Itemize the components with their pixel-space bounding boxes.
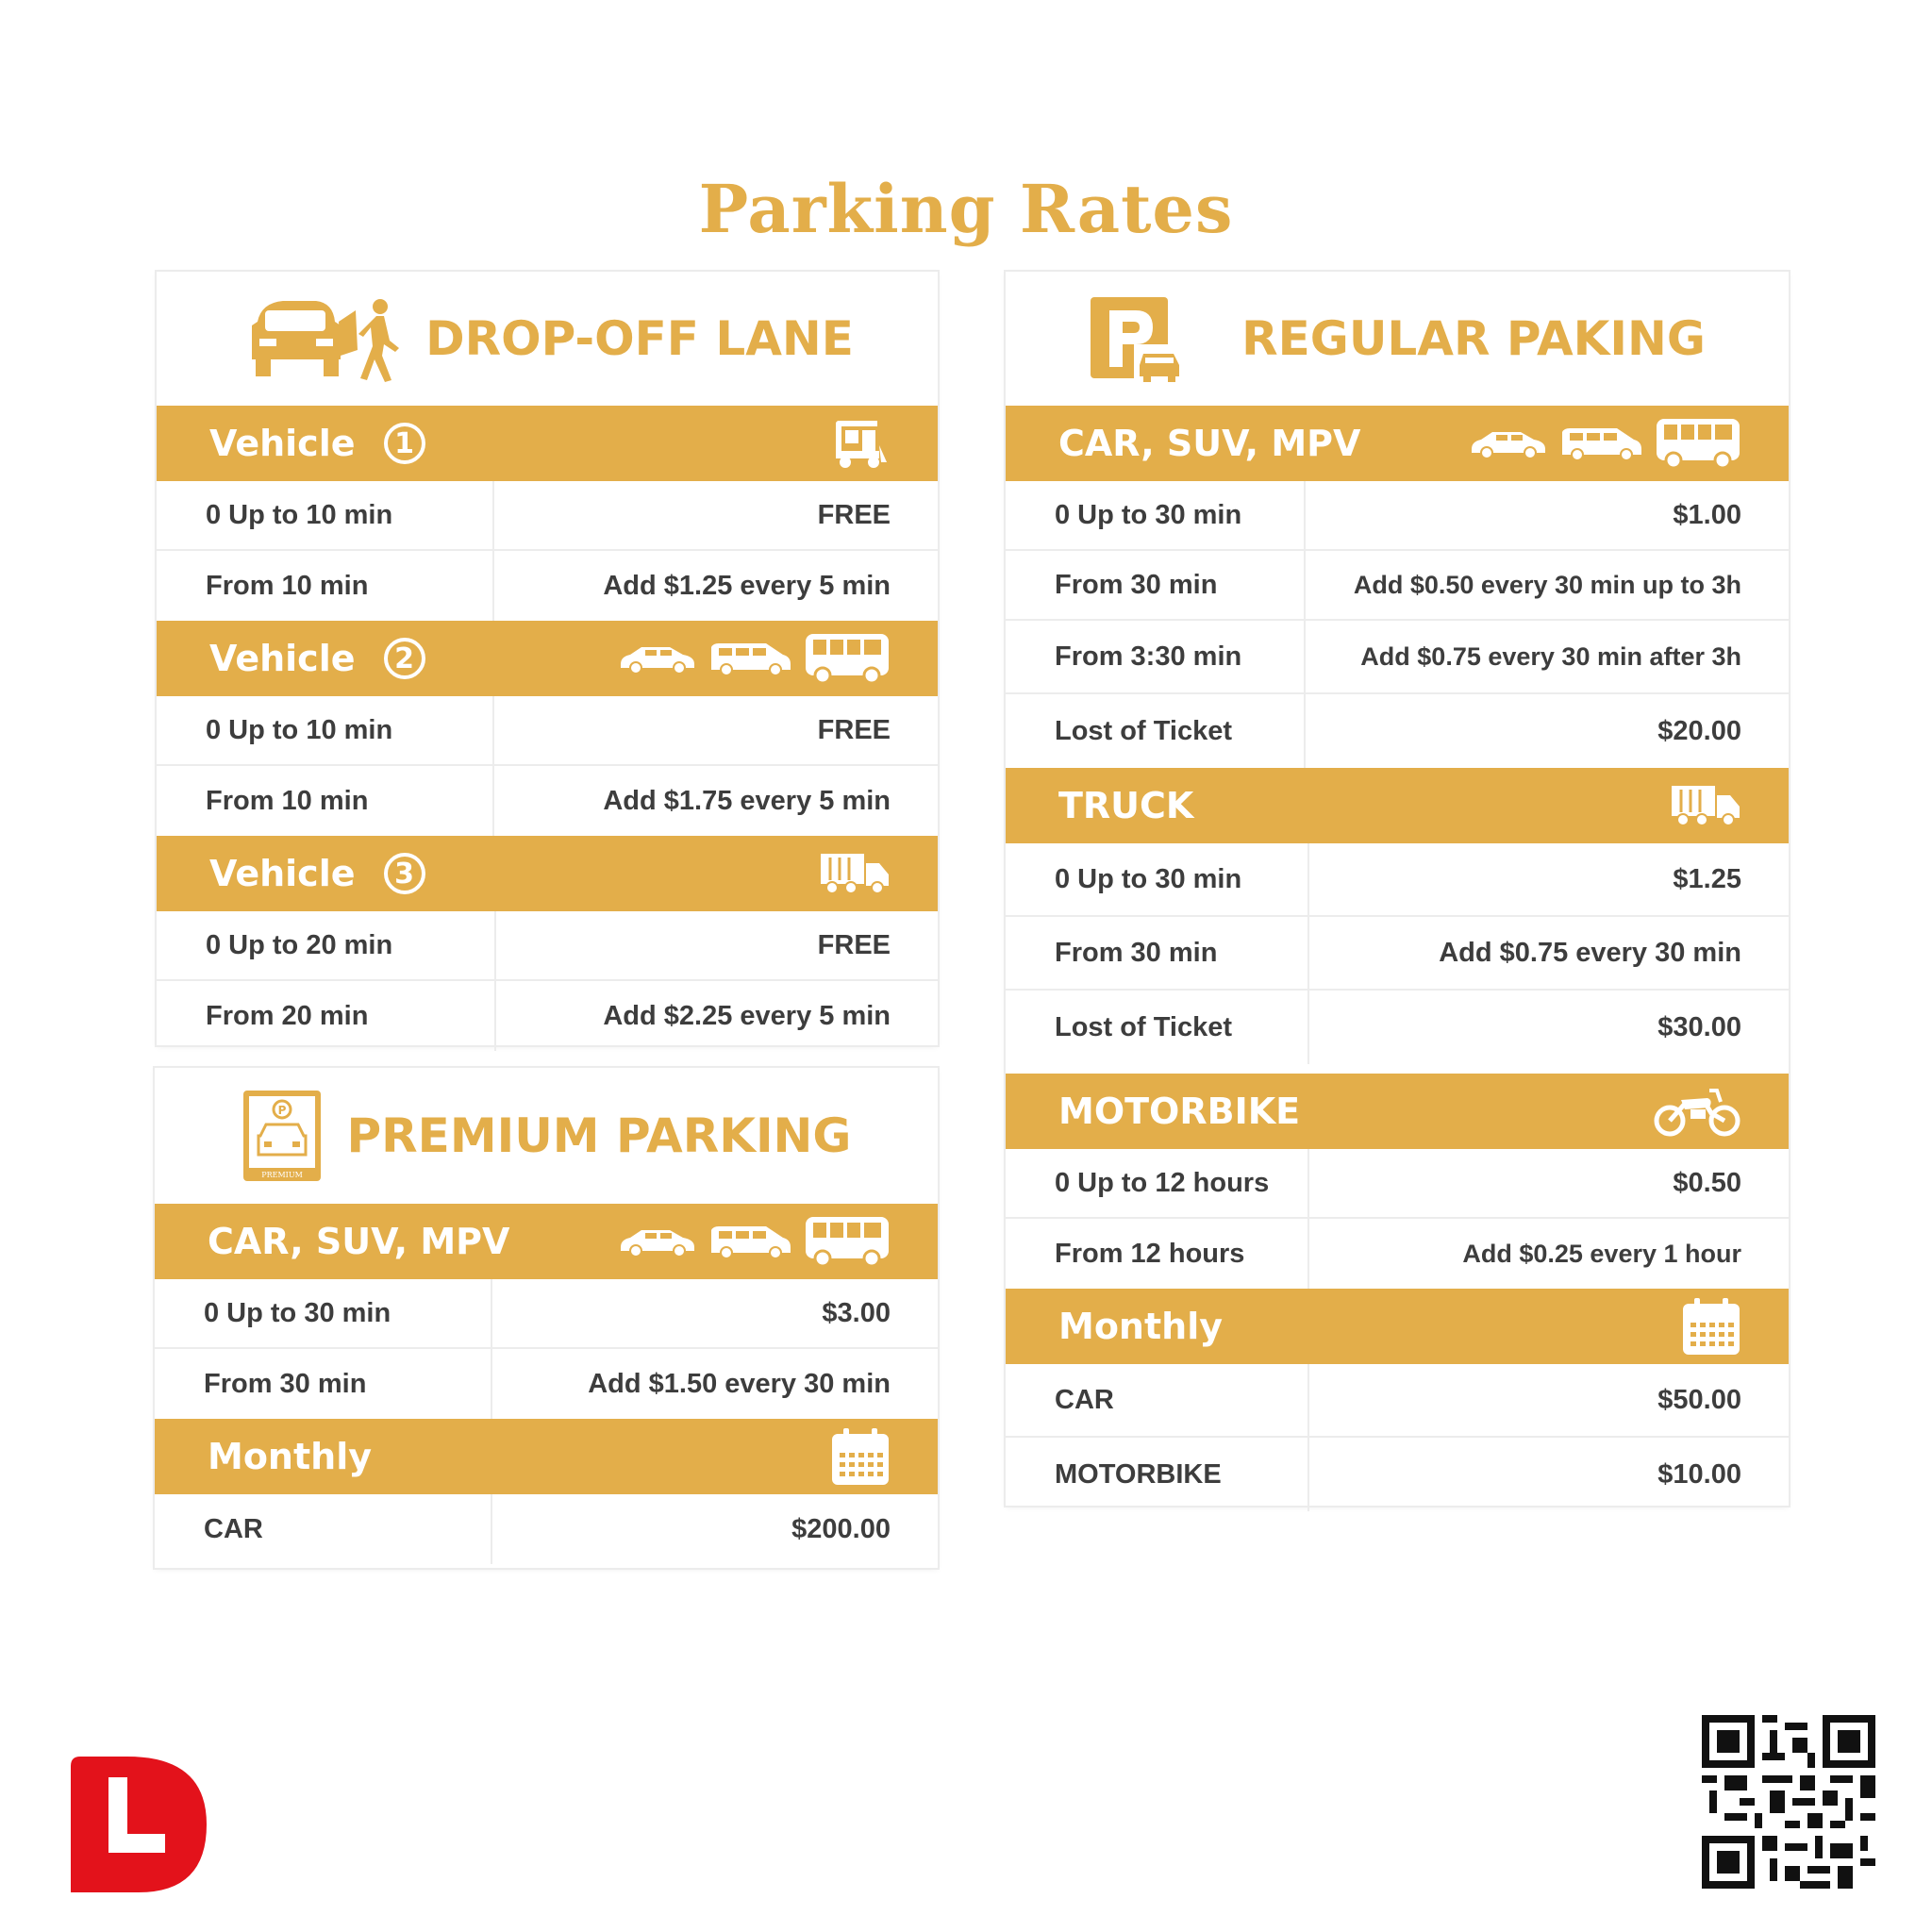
premium-car-band-label: CAR, SUV, MPV (208, 1221, 510, 1262)
table-row: 0 Up to 20 min FREE (157, 911, 938, 981)
table-row: MOTORBIKE $10.00 (1006, 1438, 1789, 1511)
vehicle-number: 2 (384, 638, 425, 679)
regular-header (1006, 272, 1789, 406)
car-van-bus-icon (617, 632, 891, 685)
table-row: CAR $50.00 (1006, 1364, 1789, 1438)
vehicle-1-band (157, 406, 938, 481)
table-row: From 30 min Add $0.75 every 30 min (1006, 917, 1789, 991)
monthly-label: Monthly (208, 1436, 372, 1477)
calendar-icon (830, 1426, 891, 1487)
vehicle-number: 1 (384, 423, 425, 464)
premium-car-band (155, 1204, 938, 1279)
table-row: From 30 min Add $1.50 every 30 min (155, 1349, 938, 1419)
table-row: From 20 min Add $2.25 every 5 min (157, 981, 938, 1051)
table-row: 0 Up to 30 min $1.25 (1006, 843, 1789, 917)
motorbike-band-label: MOTORBIKE (1058, 1091, 1301, 1132)
premium-header (155, 1068, 938, 1204)
monthly-label: Monthly (1058, 1306, 1223, 1347)
truck-icon (1670, 782, 1741, 829)
table-row: 0 Up to 30 min $1.00 (1006, 481, 1789, 551)
vehicle-number: 3 (384, 853, 425, 894)
dropoff-panel (157, 272, 938, 1045)
svg-text:P: P (277, 1104, 286, 1117)
calendar-icon (1681, 1296, 1741, 1357)
brand-logo (71, 1757, 207, 1892)
regular-monthly-band (1006, 1289, 1789, 1364)
car-van-bus-icon (617, 1215, 891, 1268)
vehicle-3-band (157, 836, 938, 911)
table-row: 0 Up to 10 min FREE (157, 481, 938, 551)
premium-panel (155, 1068, 938, 1568)
truck-band-label: TRUCK (1058, 785, 1194, 826)
vehicle-2-band (157, 621, 938, 696)
table-row: Lost of Ticket $20.00 (1006, 694, 1789, 768)
regular-car-band (1006, 406, 1789, 481)
parking-p-icon (1089, 295, 1185, 382)
car-and-pedestrian-icon (241, 293, 401, 384)
motorbike-icon (1653, 1085, 1741, 1138)
premium-parking-icon (242, 1089, 323, 1183)
regular-panel (1006, 272, 1789, 1506)
car-van-bus-icon (1468, 417, 1741, 470)
premium-monthly-band (155, 1419, 938, 1494)
page-title: Parking Rates (698, 170, 1234, 248)
vehicle-label: Vehicle (209, 423, 356, 464)
truck-icon (819, 850, 891, 897)
dropoff-header (157, 272, 938, 406)
regular-title: REGULAR PAKING (1241, 311, 1706, 366)
qr-code (1702, 1715, 1875, 1889)
dropoff-title: DROP-OFF LANE (425, 311, 854, 366)
table-row: From 10 min Add $1.25 every 5 min (157, 551, 938, 621)
premium-icon-text: PREMIUM (260, 1171, 303, 1179)
table-row: From 10 min Add $1.75 every 5 min (157, 766, 938, 836)
table-row: Lost of Ticket $30.00 (1006, 991, 1789, 1064)
regular-car-band-label: CAR, SUV, MPV (1058, 423, 1361, 464)
table-row: From 3:30 min Add $0.75 every 30 min after 3h (1006, 621, 1789, 694)
table-row: 0 Up to 12 hours $0.50 (1006, 1149, 1789, 1219)
premium-title: PREMIUM PARKING (346, 1108, 852, 1163)
motorbike-band (1006, 1074, 1789, 1149)
table-row: CAR $200.00 (155, 1494, 938, 1564)
table-row: 0 Up to 30 min $3.00 (155, 1279, 938, 1349)
table-row: From 12 hours Add $0.25 every 1 hour (1006, 1219, 1789, 1289)
table-row: From 30 min Add $0.50 every 30 min up to 3h (1006, 551, 1789, 621)
truck-band (1006, 768, 1789, 843)
tuk-tuk-icon (832, 417, 891, 470)
table-row: 0 Up to 10 min FREE (157, 696, 938, 766)
vehicle-label: Vehicle (209, 853, 356, 894)
vehicle-label: Vehicle (209, 638, 356, 679)
